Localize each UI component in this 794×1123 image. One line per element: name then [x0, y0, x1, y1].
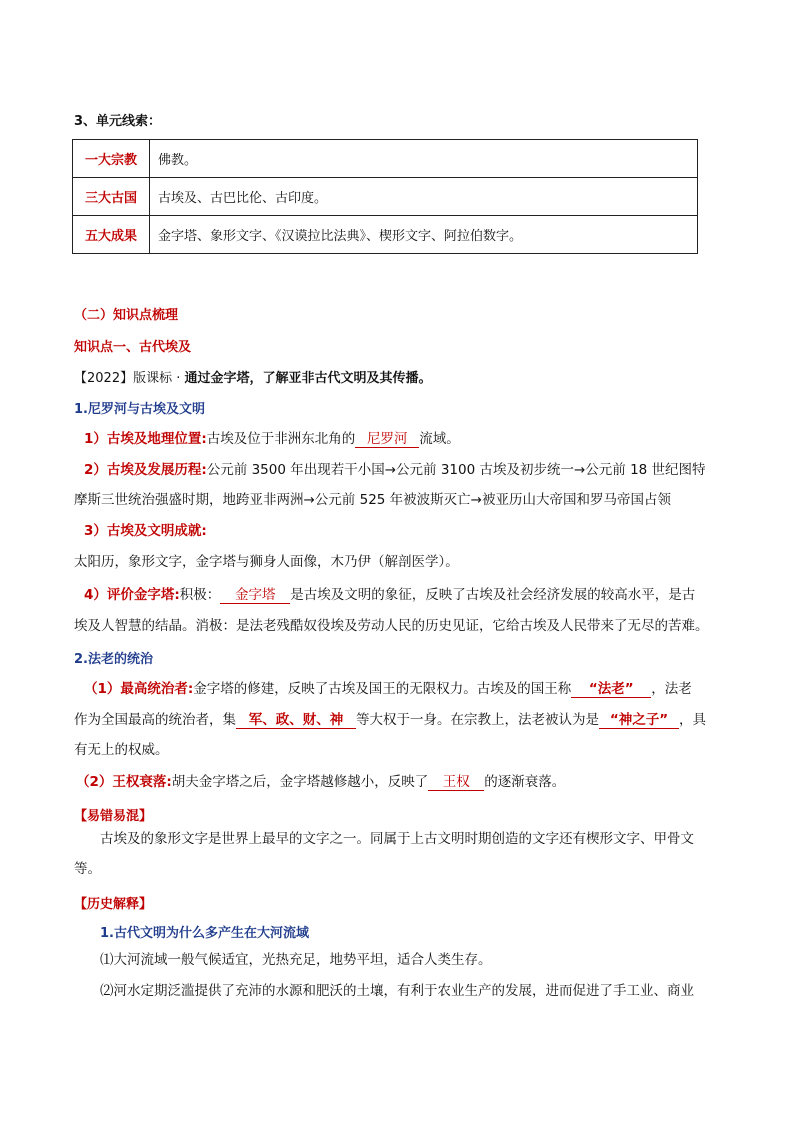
confuse-line2: 等。	[74, 861, 101, 877]
supreme-ruler-cont2: 有无上的权威。	[74, 742, 169, 758]
standard-bold: 通过金字塔，了解亚非古代文明及其传播。	[184, 371, 432, 386]
label: 2）古埃及发展历程:	[84, 462, 207, 478]
royal-decline	[76, 767, 724, 797]
table-row	[73, 216, 698, 254]
label: （1）最高统治者:	[84, 681, 194, 697]
geo-location	[84, 424, 732, 454]
blank-answer: “神之子”	[599, 713, 679, 729]
label: （2）王权衰落:	[76, 774, 172, 790]
text: ，法老	[651, 681, 692, 697]
pyramid-evaluation	[84, 580, 732, 610]
text: 作为全国最高的统治者，集	[74, 712, 236, 728]
blank-answer: “法老”	[571, 682, 651, 698]
section-3-title: 3、单元线索：	[74, 114, 162, 129]
text: 的逐渐衰落。	[484, 774, 566, 790]
confuse-line1: 古埃及的象形文字是世界上最早的文字之一。同属于上古文明时期创造的文字还有楔形文字、甲骨文	[100, 831, 694, 847]
text: 等大权于一身。在宗教上，法老被认为是	[356, 712, 599, 728]
standard-tag: 【2022】	[74, 371, 134, 386]
history-answer-1: ⑴大河流域一般气候适宜，光热充足，地势平坦，适合人类生存。	[100, 952, 492, 968]
curriculum-standard	[74, 367, 432, 386]
blank-answer: 尼罗河	[355, 432, 419, 448]
development-history	[84, 455, 732, 485]
clue-table	[72, 139, 698, 254]
clue-key: 三大古国	[73, 178, 150, 216]
history-answer-2: ⑵河水定期泛滥提供了充沛的水源和肥沃的土壤，有利于农业生产的发展，进而促进了手工业、商业	[100, 983, 694, 999]
clue-value: 金字塔、象形文字、《汉谟拉比法典》、楔形文字、阿拉伯数字。	[150, 216, 698, 254]
blank-answer: 王权	[428, 775, 484, 791]
label: 1）古埃及地理位置:	[84, 431, 207, 447]
pyramid-evaluation-cont: 埃及人智慧的结晶。消极：是法老残酷奴役埃及劳动人民的历史见证，它给古埃及人民带来了无尽的苦难。	[74, 618, 709, 634]
part-2-title: （二）知识点梳理	[74, 308, 179, 323]
clue-key: 五大成果	[73, 216, 150, 254]
label: 3）古埃及文明成就:	[84, 523, 207, 539]
history-title: 【历史解释】	[74, 897, 153, 912]
heading-pharaoh: 2.法老的统治	[74, 652, 153, 667]
text: 胡夫金字塔之后，金字塔越修越小，反映了	[171, 774, 429, 790]
blank-answer: 军、政、财、神	[236, 713, 356, 729]
supreme-ruler	[84, 674, 732, 704]
text: 古埃及位于非洲东北角的	[206, 431, 356, 447]
blank-answer: 金字塔	[220, 588, 290, 604]
text: ，具	[679, 712, 706, 728]
confuse-title: 【易错易混】	[74, 809, 153, 824]
clue-key: 一大宗教	[73, 140, 150, 178]
text: 积极：	[179, 587, 221, 603]
standard-text: 版课标 ·	[133, 371, 185, 386]
label: 4）评价金字塔:	[84, 587, 180, 603]
text: 是古埃及文明的象征，反映了古埃及社会经济发展的较高水平，是古	[290, 587, 696, 603]
clue-value: 古埃及、古巴比伦、古印度。	[150, 178, 698, 216]
table-row	[73, 178, 698, 216]
knowledge-point-1-title: 知识点一、古代埃及	[74, 340, 192, 355]
history-question: 1.古代文明为什么多产生在大河流域	[100, 926, 309, 941]
clue-value: 佛教。	[150, 140, 698, 178]
supreme-ruler-cont	[74, 705, 722, 735]
text: 金字塔的修建，反映了古埃及国王的无限权力。古埃及的国王称	[193, 681, 572, 697]
heading-nile: 1.尼罗河与古埃及文明	[74, 402, 205, 417]
development-history-cont: 摩斯三世统治强盛时期，地跨亚非两洲→公元前 525 年被波斯灭亡→被亚历山大帝国和罗马帝国占领	[74, 492, 671, 508]
text: 流域。	[419, 431, 460, 447]
table-row	[73, 140, 698, 178]
text: 公元前 3500 年出现若干小国→公元前 3100 古埃及初步统一→公元前 18 世纪图特	[206, 462, 706, 478]
achievements-label	[84, 516, 732, 546]
achievements-content: 太阳历，象形文字，金字塔与狮身人面像，木乃伊（解剖医学）。	[74, 554, 459, 570]
